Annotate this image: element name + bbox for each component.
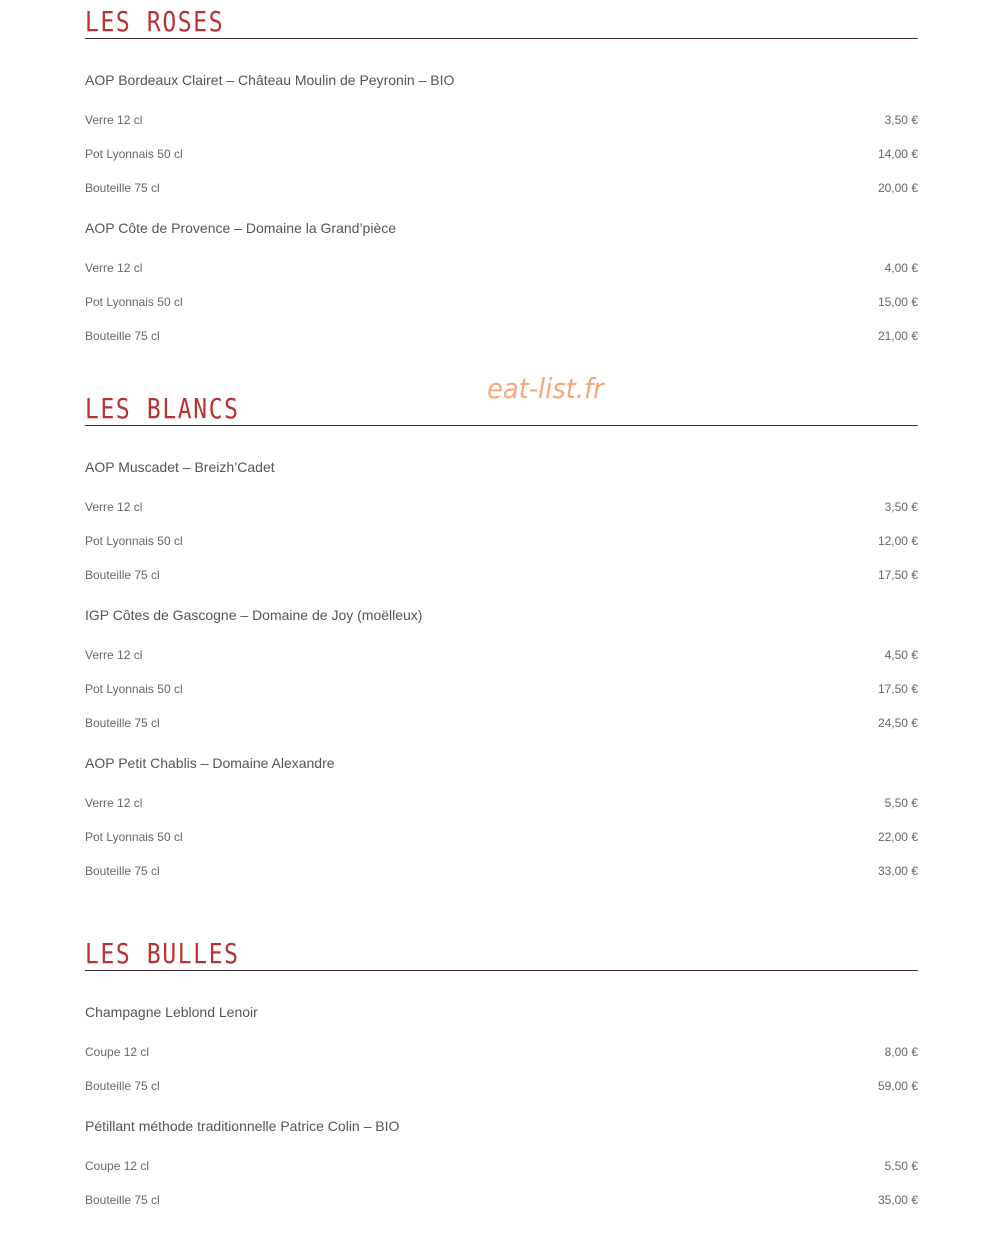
price: 21,00 € [877, 329, 918, 343]
price: 4,00 € [884, 261, 918, 275]
wine-item [85, 457, 918, 601]
price: 15,00 € [877, 295, 918, 309]
wine-item [85, 70, 918, 214]
price: 5,50 € [884, 1159, 918, 1173]
price-row [85, 533, 918, 567]
price-row [85, 1158, 918, 1192]
price: 20,00 € [877, 181, 918, 195]
serving-size: Pot Lyonnais 50 cl [85, 830, 183, 844]
serving-size: Verre 12 cl [85, 261, 143, 275]
wine-name: AOP Bordeaux Clairet – Château Moulin de Peyronin – BIO [85, 72, 455, 88]
price-row [85, 829, 918, 863]
watermark-text: eat-list.fr [487, 372, 604, 405]
serving-size: Pot Lyonnais 50 cl [85, 295, 183, 309]
wine-item [85, 1116, 918, 1226]
price: 35,00 € [877, 1193, 918, 1207]
price-row [85, 294, 918, 328]
serving-size: Bouteille 75 cl [85, 181, 160, 195]
serving-size: Pot Lyonnais 50 cl [85, 147, 183, 161]
price: 59,00 € [877, 1079, 918, 1093]
serving-size: Pot Lyonnais 50 cl [85, 682, 183, 696]
serving-size: Coupe 12 cl [85, 1045, 150, 1059]
price-row [85, 567, 918, 601]
wine-name: Champagne Leblond Lenoir [85, 1004, 258, 1020]
price-row [85, 647, 918, 681]
wine-name: AOP Petit Chablis – Domaine Alexandre [85, 755, 335, 771]
wine-name: AOP Muscadet – Breizh’Cadet [85, 459, 275, 475]
serving-size: Bouteille 75 cl [85, 864, 160, 878]
price-row [85, 715, 918, 749]
price-row [85, 146, 918, 180]
price: 12,00 € [877, 534, 918, 548]
price-row [85, 863, 918, 897]
section-header [85, 932, 918, 971]
section-title: LES BULLES [85, 937, 240, 970]
price: 17,50 € [877, 568, 918, 582]
price-row [85, 260, 918, 294]
price: 22,00 € [877, 830, 918, 844]
serving-size: Bouteille 75 cl [85, 329, 160, 343]
price-row [85, 1078, 918, 1112]
serving-size: Bouteille 75 cl [85, 1193, 160, 1207]
price-row [85, 328, 918, 362]
price: 33,00 € [877, 864, 918, 878]
wine-name: IGP Côtes de Gascogne – Domaine de Joy (moëlleux) [85, 607, 423, 623]
wine-item [85, 1002, 918, 1112]
serving-size: Bouteille 75 cl [85, 568, 160, 582]
price: 5,50 € [884, 796, 918, 810]
price-row [85, 795, 918, 829]
price-row [85, 112, 918, 146]
serving-size: Bouteille 75 cl [85, 1079, 160, 1093]
price-row [85, 681, 918, 715]
wine-item [85, 218, 918, 362]
serving-size: Coupe 12 cl [85, 1159, 150, 1173]
wine-item [85, 605, 918, 749]
section-header [85, 387, 918, 426]
section-blancs [85, 387, 918, 897]
wine-name: Pétillant méthode traditionnelle Patrice Colin – BIO [85, 1118, 400, 1134]
wine-item [85, 753, 918, 897]
price: 17,50 € [877, 682, 918, 696]
section-roses [85, 0, 918, 362]
serving-size: Verre 12 cl [85, 648, 143, 662]
price: 24,50 € [877, 716, 918, 730]
price: 4,50 € [884, 648, 918, 662]
serving-size: Verre 12 cl [85, 796, 143, 810]
serving-size: Verre 12 cl [85, 500, 143, 514]
serving-size: Verre 12 cl [85, 113, 143, 127]
serving-size: Bouteille 75 cl [85, 716, 160, 730]
price-row [85, 499, 918, 533]
section-title: LES ROSES [85, 5, 225, 38]
price: 3,50 € [884, 113, 918, 127]
section-title: LES BLANCS [85, 392, 240, 425]
price: 8,00 € [884, 1045, 918, 1059]
price-row [85, 1192, 918, 1226]
wine-name: AOP Côte de Provence – Domaine la Grand’pièce [85, 220, 397, 236]
price-row [85, 180, 918, 214]
serving-size: Pot Lyonnais 50 cl [85, 534, 183, 548]
section-header [85, 0, 918, 39]
price: 14,00 € [877, 147, 918, 161]
section-bulles [85, 932, 918, 1226]
price-row [85, 1044, 918, 1078]
price: 3,50 € [884, 500, 918, 514]
